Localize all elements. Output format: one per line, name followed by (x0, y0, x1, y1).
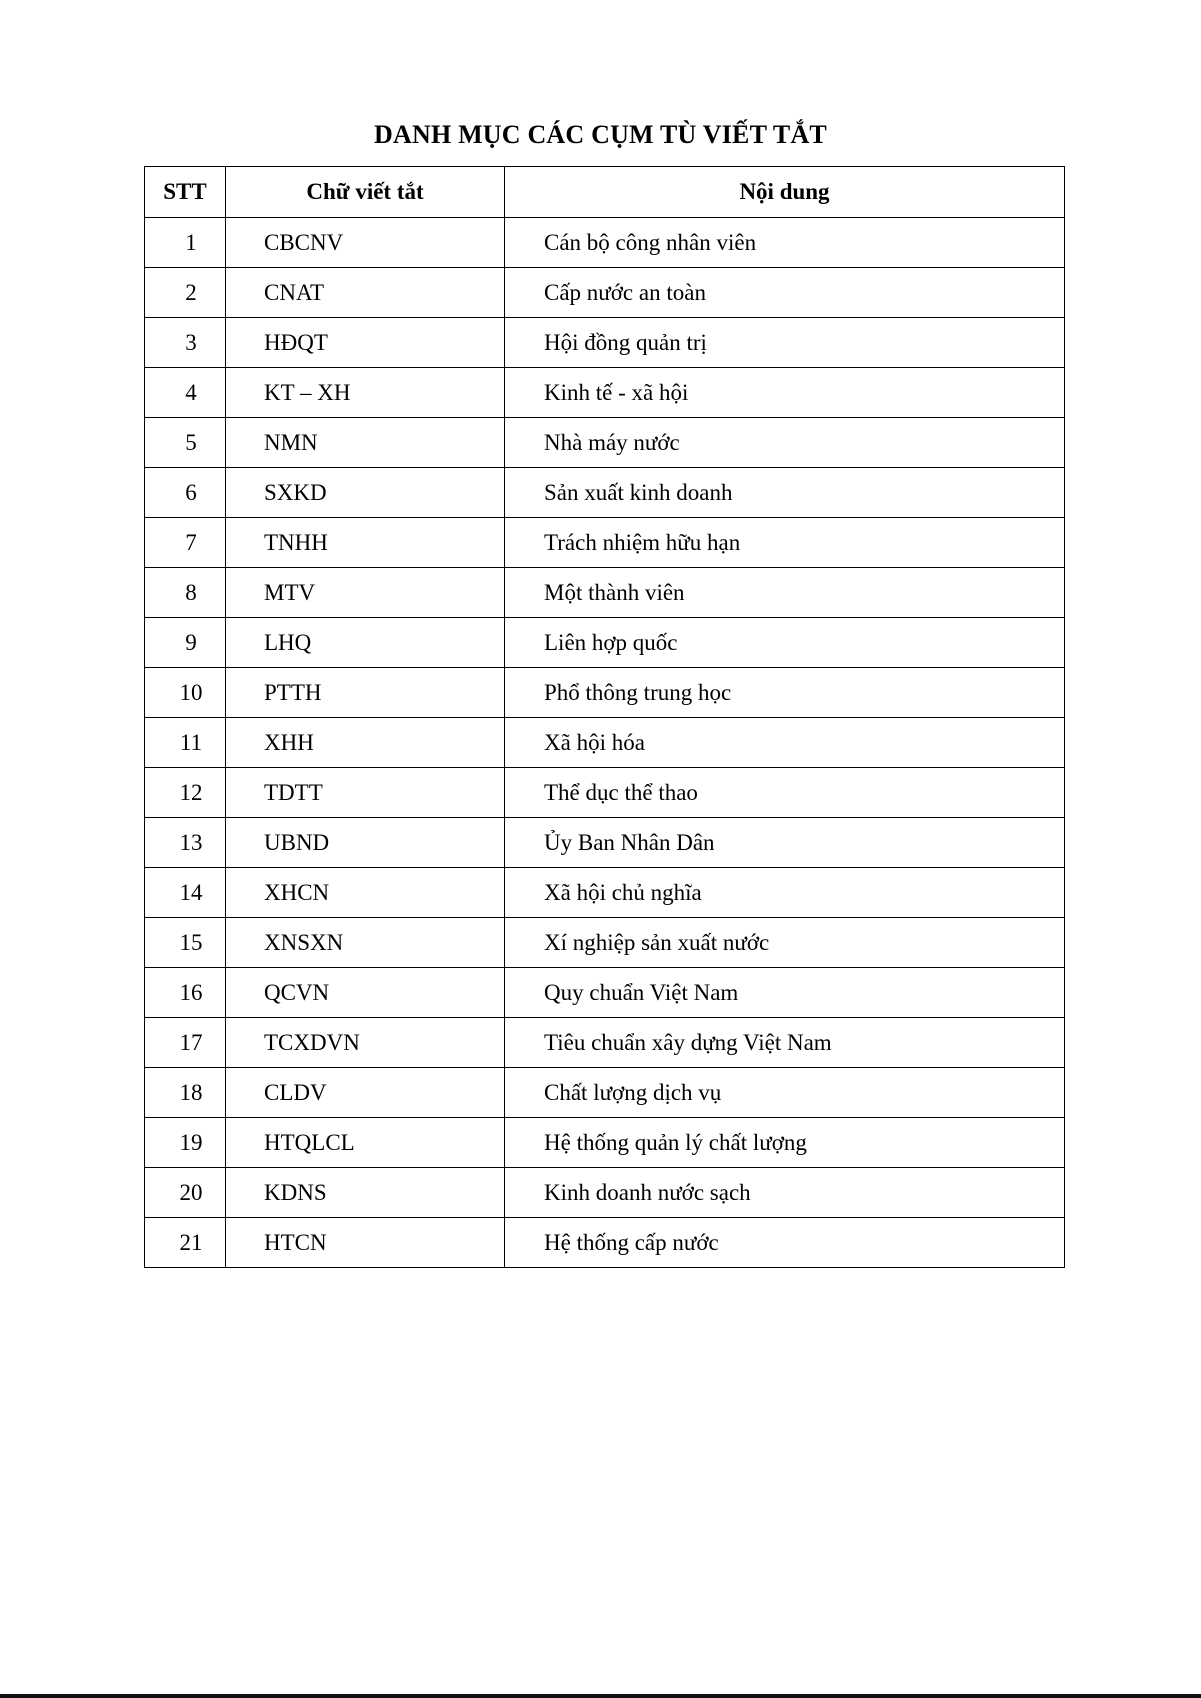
table-row (145, 618, 1065, 668)
row-stt: 8 (145, 568, 226, 618)
table-row (145, 1118, 1065, 1168)
row-content: Thể dục thể thao (505, 768, 1065, 818)
row-content: Chất lượng dịch vụ (505, 1068, 1065, 1118)
row-stt: 6 (145, 468, 226, 518)
row-stt: 14 (145, 868, 226, 918)
row-abbreviation: HĐQT (226, 318, 505, 368)
row-stt: 1 (145, 218, 226, 268)
header-abbreviation: Chữ viết tắt (226, 167, 505, 218)
row-content: Nhà máy nước (505, 418, 1065, 468)
row-abbreviation: HTCN (226, 1218, 505, 1268)
row-content: Sản xuất kinh doanh (505, 468, 1065, 518)
table-row (145, 918, 1065, 968)
row-stt: 7 (145, 518, 226, 568)
row-content: Quy chuẩn Việt Nam (505, 968, 1065, 1018)
row-stt: 10 (145, 668, 226, 718)
row-abbreviation: HTQLCL (226, 1118, 505, 1168)
table-body (145, 218, 1065, 1268)
table-row (145, 768, 1065, 818)
header-content: Nội dung (505, 167, 1065, 218)
row-stt: 5 (145, 418, 226, 468)
row-content: Xí nghiệp sản xuất nước (505, 918, 1065, 968)
table-row (145, 868, 1065, 918)
row-content: Cán bộ công nhân viên (505, 218, 1065, 268)
row-abbreviation: CLDV (226, 1068, 505, 1118)
row-stt: 13 (145, 818, 226, 868)
row-content: Xã hội hóa (505, 718, 1065, 768)
scan-bottom-edge (0, 1694, 1201, 1698)
row-content: Tiêu chuẩn xây dựng Việt Nam (505, 1018, 1065, 1068)
row-abbreviation: UBND (226, 818, 505, 868)
page-title: DANH MỤC CÁC CỤM TÙ VIẾT TẮT (374, 120, 827, 149)
row-abbreviation: PTTH (226, 668, 505, 718)
row-abbreviation: MTV (226, 568, 505, 618)
row-abbreviation: XNSXN (226, 918, 505, 968)
row-stt: 19 (145, 1118, 226, 1168)
row-content: Ủy Ban Nhân Dân (505, 818, 1065, 868)
row-content: Kinh tế - xã hội (505, 368, 1065, 418)
table-row (145, 1068, 1065, 1118)
table-row (145, 1218, 1065, 1268)
row-stt: 17 (145, 1018, 226, 1068)
row-abbreviation: NMN (226, 418, 505, 468)
row-stt: 18 (145, 1068, 226, 1118)
row-abbreviation: KT – XH (226, 368, 505, 418)
row-content: Hệ thống quản lý chất lượng (505, 1118, 1065, 1168)
row-abbreviation: KDNS (226, 1168, 505, 1218)
table-row (145, 668, 1065, 718)
row-content: Cấp nước an toàn (505, 268, 1065, 318)
table-row (145, 818, 1065, 868)
row-stt: 21 (145, 1218, 226, 1268)
row-stt: 16 (145, 968, 226, 1018)
row-content: Phổ thông trung học (505, 668, 1065, 718)
row-abbreviation: CBCNV (226, 218, 505, 268)
row-content: Kinh doanh nước sạch (505, 1168, 1065, 1218)
row-stt: 4 (145, 368, 226, 418)
table-row (145, 568, 1065, 618)
row-content: Hội đồng quản trị (505, 318, 1065, 368)
row-stt: 9 (145, 618, 226, 668)
table-row (145, 318, 1065, 368)
row-abbreviation: SXKD (226, 468, 505, 518)
row-abbreviation: LHQ (226, 618, 505, 668)
row-stt: 12 (145, 768, 226, 818)
row-stt: 15 (145, 918, 226, 968)
row-abbreviation: TNHH (226, 518, 505, 568)
row-abbreviation: XHCN (226, 868, 505, 918)
table-row (145, 418, 1065, 468)
table-row (145, 718, 1065, 768)
row-stt: 3 (145, 318, 226, 368)
row-stt: 2 (145, 268, 226, 318)
table-row (145, 268, 1065, 318)
row-abbreviation: CNAT (226, 268, 505, 318)
table-row (145, 968, 1065, 1018)
table-header-row (145, 167, 1065, 218)
row-abbreviation: QCVN (226, 968, 505, 1018)
row-content: Xã hội chủ nghĩa (505, 868, 1065, 918)
table-row (145, 468, 1065, 518)
table-row (145, 1168, 1065, 1218)
header-stt: STT (145, 167, 226, 218)
abbreviation-table (144, 166, 1065, 1268)
row-stt: 11 (145, 718, 226, 768)
table-row (145, 518, 1065, 568)
row-content: Hệ thống cấp nước (505, 1218, 1065, 1268)
table-row (145, 368, 1065, 418)
row-stt: 20 (145, 1168, 226, 1218)
row-content: Trách nhiệm hữu hạn (505, 518, 1065, 568)
row-abbreviation: TCXDVN (226, 1018, 505, 1068)
table-row (145, 1018, 1065, 1068)
row-content: Một thành viên (505, 568, 1065, 618)
row-abbreviation: TDTT (226, 768, 505, 818)
table-row (145, 218, 1065, 268)
row-abbreviation: XHH (226, 718, 505, 768)
row-content: Liên hợp quốc (505, 618, 1065, 668)
